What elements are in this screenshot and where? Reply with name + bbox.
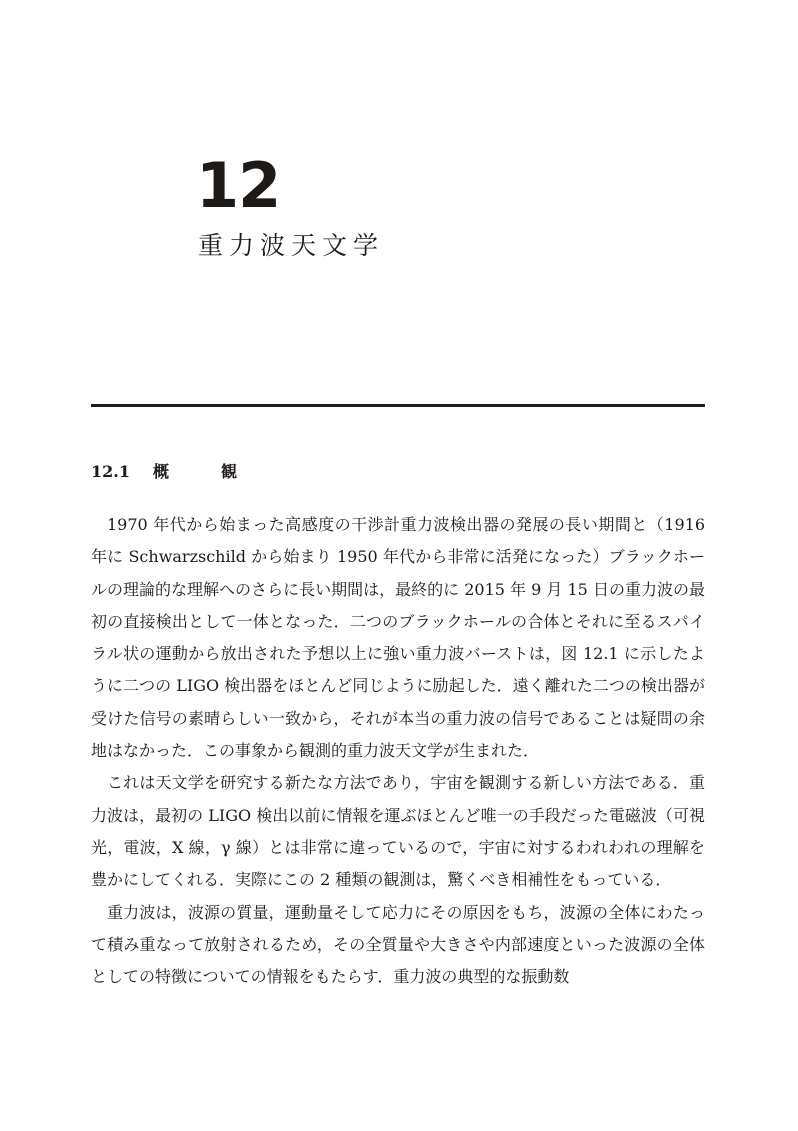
paragraph-3: 重力波は，波源の質量，運動量そして応力にその原因をもち，波源の全体にわたって積み重なって放射されるため，その全質量や大きさや内部速度といった波源の全体としての特徴についての情報をもたらす．重力波の典型的な振動数 <box>91 902 705 987</box>
chapter-divider-rule <box>91 404 705 407</box>
section-number: 12.1 <box>91 462 130 481</box>
paragraph-1: 1970 年代から始まった高感度の干渉計重力波検出器の発展の長い期間と（1916 年に Schwarzschild から始まり 1950 年代から非常に活発になった）ブラックホールの理論的な理解へのさらに長い期間は，最終的に 2015 年 9 月 15 日の重力波の最初の直接検出として一体となった．二つのブラックホールの合体とそれに至るスパイラル状の運動から放出された予想以上に強い重力波バーストは，図 12.1 に示したように二つの LIGO 検出器をほとんど同じように励起した．遠く離れた二つの検出器が受けた信号の素晴らしい一致から，それが本当の重力波の信号であることは疑問の余地はなかった．この事象から観測的重力波天文学が生まれた． <box>91 515 705 761</box>
body-text <box>91 509 705 993</box>
section-title: 概観 <box>153 462 290 481</box>
section-heading <box>91 458 289 486</box>
paragraph-2: これは天文学を研究する新たな方法であり，宇宙を観測する新しい方法である．重力波は，最初の LIGO 検出以前に情報を運ぶほとんど唯一の手段だった電磁波（可視光，電波，X 線，γ 線）とは非常に違っているので，宇宙に対するわれわれの理解を豊かにしてくれる．実際にこの 2 種類の観測は，驚くべき相補性をもっている． <box>91 773 705 890</box>
chapter-title: 重力波天文学 <box>198 231 385 260</box>
chapter-number: 12 <box>196 149 281 222</box>
